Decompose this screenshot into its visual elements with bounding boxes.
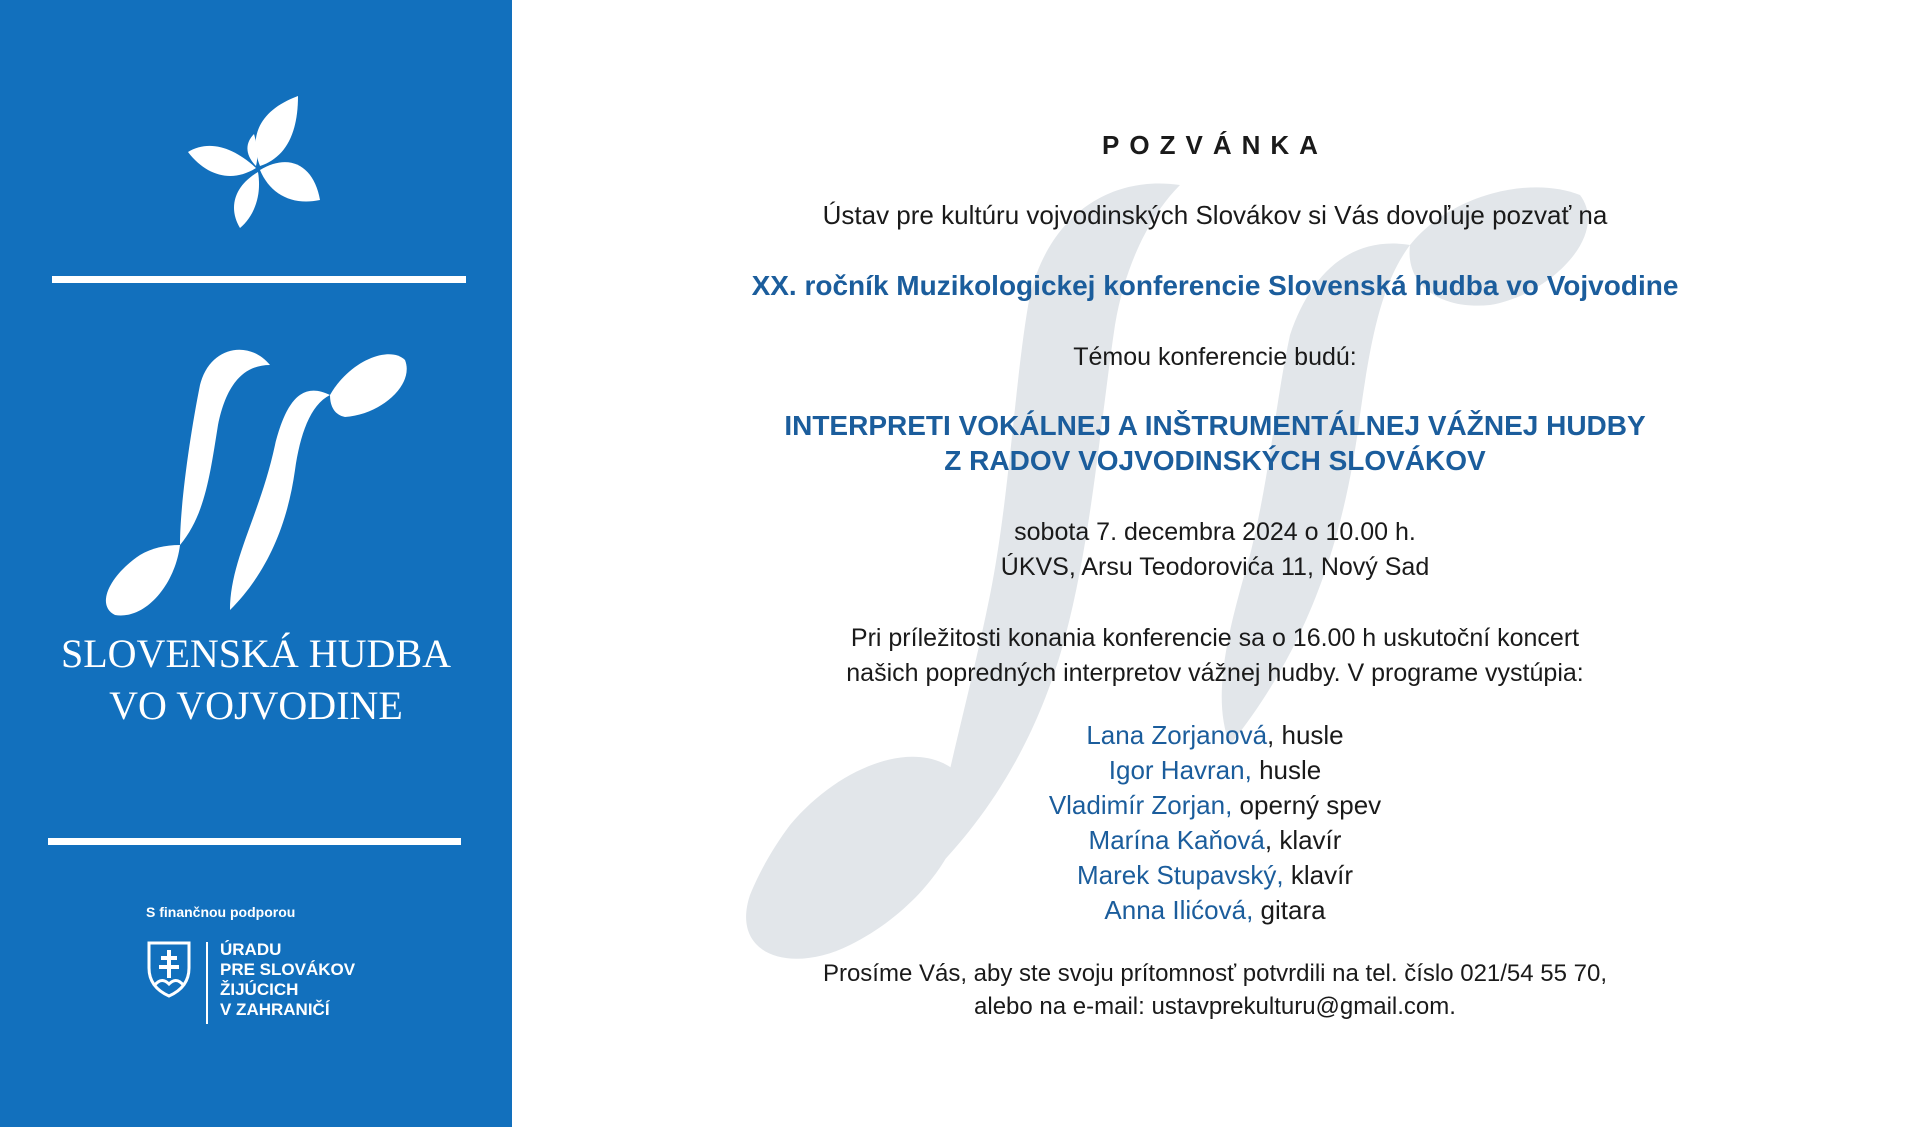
event-venue: ÚKVS, Arsu Teodorovića 11, Nový Sad: [1000, 553, 1430, 581]
brand-name-line: VO VOJVODINE: [109, 683, 403, 728]
topic-label: Témou konferencie budú:: [1073, 343, 1357, 371]
brand-name-line: SLOVENSKÁ HUDBA: [60, 631, 452, 676]
performer-role: , husle: [1267, 720, 1344, 750]
office-name-line: ŽIJÚCICH: [220, 980, 299, 999]
brand-name: [0, 628, 512, 732]
performer-item: [620, 860, 1810, 891]
office-divider: [206, 942, 208, 1024]
performer-item: [620, 720, 1810, 751]
support-label: S finančnou podporou: [146, 904, 296, 920]
performer-role: klavír: [1283, 860, 1353, 890]
office-name-line: PRE SLOVÁKOV: [220, 960, 356, 979]
performer-name: Marína Kaňová: [1088, 825, 1265, 855]
topic-line: Z RADOV VOJVODINSKÝCH SLOVÁKOV: [944, 445, 1486, 476]
performer-name: Igor Havran,: [1108, 755, 1252, 785]
performer-item: [620, 825, 1810, 856]
performer-role: husle: [1251, 755, 1322, 785]
performer-name: Vladimír Zorjan,: [1048, 790, 1233, 820]
flower-logo-icon: [188, 96, 328, 230]
office-name-line: V ZAHRANIČÍ: [220, 1000, 330, 1019]
office-name-line: ÚRADU: [220, 940, 282, 959]
performer-item: [620, 790, 1810, 821]
slovak-crest-icon: [146, 940, 192, 998]
sidebar-panel: [0, 0, 512, 1127]
performer-name: Anna Ilićová,: [1104, 895, 1254, 925]
performer-role: gitara: [1253, 895, 1326, 925]
office-name: [220, 940, 355, 1020]
music-notes-logo-icon: [100, 345, 410, 620]
performer-role: , klavír: [1264, 825, 1342, 855]
invitation-intro: Ústav pre kultúru vojvodinských Slovákov si Vás dovoľuje pozvať na: [822, 200, 1608, 230]
performer-name: Lana Zorjanová: [1086, 720, 1268, 750]
rsvp-text: Prosíme Vás, aby ste svoju prítomnosť potvrdili na tel. číslo 021/54 55 70,: [822, 960, 1608, 987]
conference-name: XX. ročník Muzikologickej konferencie Slovenská hudba vo Vojvodine: [751, 270, 1679, 301]
topic-line: INTERPRETI VOKÁLNEJ A INŠTRUMENTÁLNEJ VÁŽNEJ HUDBY: [784, 410, 1646, 441]
event-date: sobota 7. decembra 2024 o 10.00 h.: [1014, 518, 1416, 546]
rsvp-text: alebo na e-mail: ustavprekulturu@gmail.com.: [974, 993, 1456, 1020]
concert-description: našich popredných interpretov vážnej hudby. V programe vystúpia:: [846, 659, 1584, 687]
performer-name: Marek Stupavský,: [1077, 860, 1284, 890]
performer-item: [620, 755, 1810, 786]
bottom-divider: [48, 838, 461, 845]
performer-role: operný spev: [1232, 790, 1382, 820]
performer-item: [620, 895, 1810, 926]
top-divider: [52, 276, 466, 283]
invitation-title: POZVÁNKA: [1102, 130, 1328, 160]
concert-description: Pri príležitosti konania konferencie sa o 16.00 h uskutoční koncert: [850, 624, 1580, 652]
